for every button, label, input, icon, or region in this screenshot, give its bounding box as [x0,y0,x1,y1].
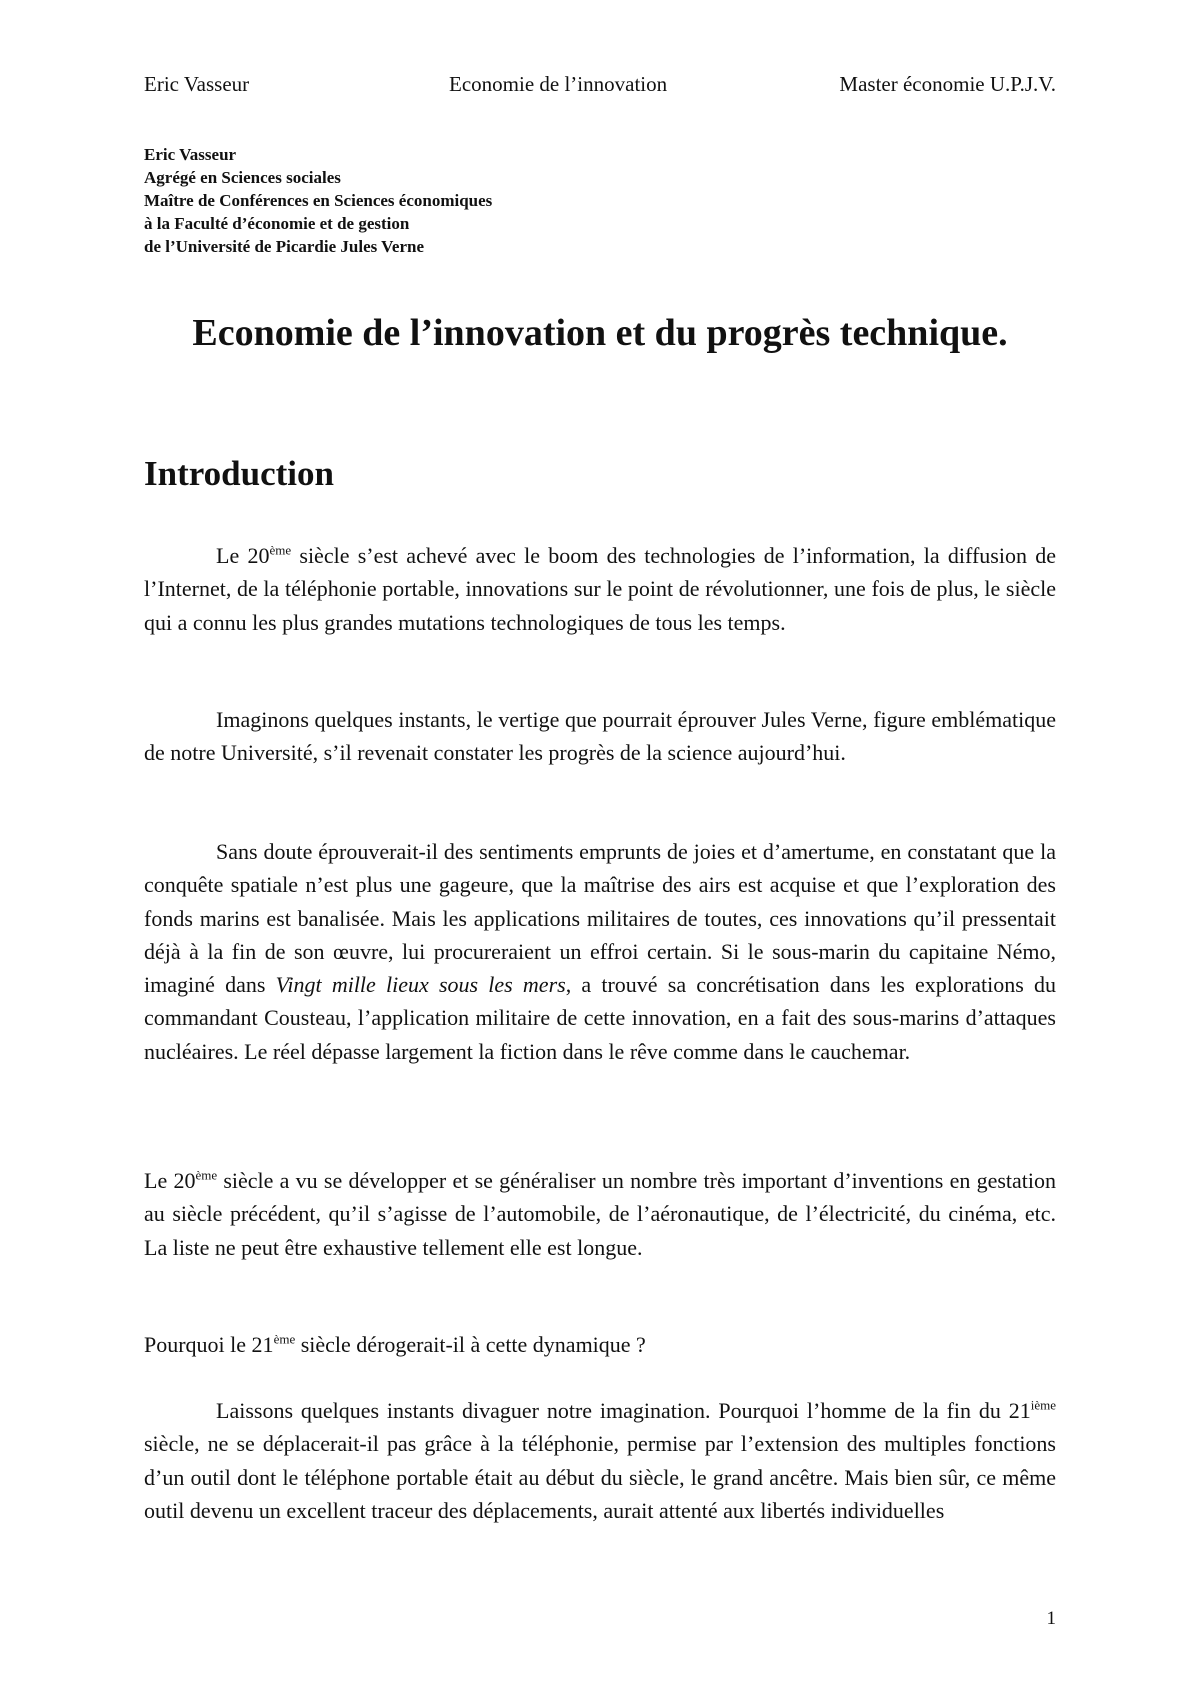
author-title-line: à la Faculté d’économie et de gestion [144,214,410,233]
paragraph-text: Sans doute éprouverait-il des sentiments emprunts de joies et d’amertume, en constatant que la conquête spatiale n’est plus une gageure, que la maîtrise des airs est acquise et que l’exploration des fonds marins est banalisée. Mais les applications militaires de toutes, ces innovations qu’il pressentait déjà à la fin de son œuvre, lui procureraient un effroi certain. Si le sous-marin du capitaine Némo, imaginé dans [144,839,1056,998]
paragraph-text: siècle, ne se déplacerait-il pas grâce à la téléphonie, permise par l’extension des multiples fonctions d’un outil dont le téléphone portable était au début du siècle, le grand ancêtre. Mais bien sûr, ce même outil devenu un excellent traceur des déplacements, aurait attenté aux libertés individuelles [144,1431,1056,1523]
paragraph [144,539,1056,639]
book-title: Vingt mille lieux sous les mers [275,972,566,998]
header-program: Master économie U.P.J.V. [839,72,1056,96]
paragraph-text: Pourquoi le 21 [144,1332,274,1357]
paragraph-text: Imaginons quelques instants, le vertige que pourrait éprouver Jules Verne, figure emblématique de notre Université, s’il revenait constater les progrès de la science aujourd’hui. [144,707,1056,766]
author-title-line: Maître de Conférences en Sciences économiques [144,191,493,210]
paragraph [144,703,1056,770]
paragraph [144,1164,1056,1264]
superscript: ème [195,1167,218,1183]
paragraph-text: siècle a vu se développer et se généraliser un nombre très important d’inventions en gestation au siècle précédent, qu’il s’agisse de l’automobile, de l’aéronautique, de l’électricité, du cinéma, etc. La liste ne peut être exhaustive tellement elle est longue. [144,1168,1057,1260]
page-number: 1 [1046,1608,1056,1629]
section-heading: Introduction [144,454,334,493]
superscript: ème [273,1331,296,1347]
paragraph-text: Laissons quelques instants divaguer notre imagination. Pourquoi l’homme de la fin du 21 [216,1398,1031,1423]
paragraph-text: Le 20 [216,543,270,568]
superscript: ème [269,542,292,558]
paragraph-text: , a trouvé sa concrétisation dans les explorations du commandant Cousteau, l’application militaire de cette innovation, en a fait des sous-marins d’attaques nucléaires. Le réel dépasse largement la fiction dans le rêve comme dans le cauchemar. [144,972,1056,1064]
paragraph-text: siècle s’est achevé avec le boom des technologies de l’information, la diffusion de l’Internet, de la téléphonie portable, innovations sur le point de révolutionner, une fois de plus, le siècle qui a connu les plus grandes mutations technologiques de tous les temps. [144,543,1056,635]
paragraph-text: Le 20 [144,1168,196,1193]
paragraph [144,835,1056,1068]
header-author: Eric Vasseur [144,72,250,96]
document-title: Economie de l’innovation et du progrès technique. [192,312,1008,354]
running-header [144,72,1056,102]
paragraph-text: siècle dérogerait-il à cette dynamique ? [295,1332,646,1357]
author-title-line: de l’Université de Picardie Jules Verne [144,237,424,256]
paragraph [144,1328,1056,1361]
author-title-line: Agrégé en Sciences sociales [144,168,341,187]
author-block [144,143,492,258]
superscript: ième [1030,1397,1056,1413]
author-name: Eric Vasseur [144,145,237,164]
header-course-title: Economie de l’innovation [449,72,668,96]
paragraph [144,1394,1056,1527]
